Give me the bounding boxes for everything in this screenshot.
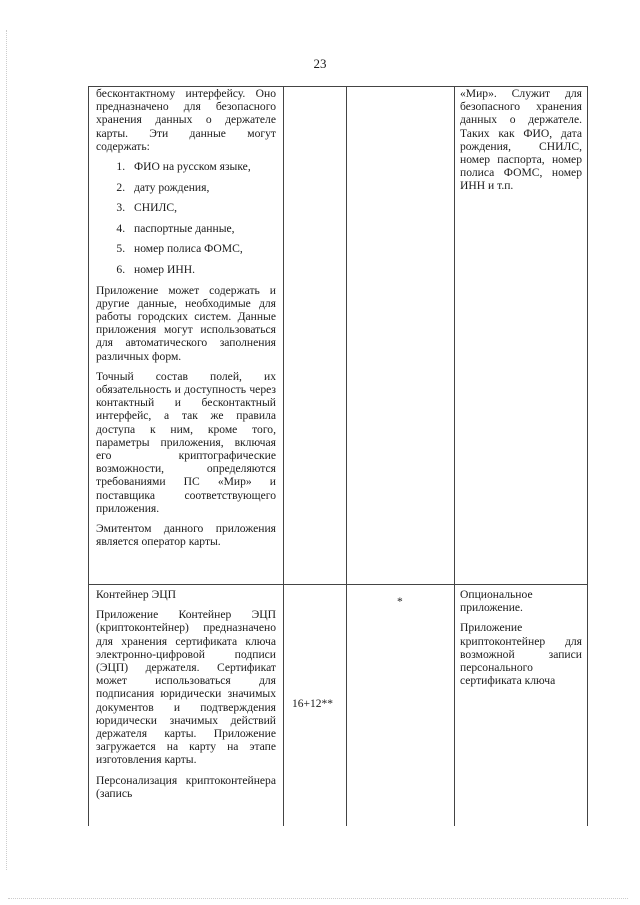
list-item: 2. дату рождения, — [128, 181, 276, 194]
table-divider-1 — [283, 86, 284, 826]
requirements-table — [88, 86, 588, 826]
list-item: 1. ФИО на русском языке, — [128, 160, 276, 173]
list-item: 5. номер полиса ФОМС, — [128, 242, 276, 255]
row2-size-value: 16+12** — [292, 698, 333, 710]
list-item: 3. СНИЛС, — [128, 201, 276, 214]
row1-comment-cell — [460, 87, 582, 200]
table-divider-2 — [346, 86, 347, 826]
page-number: 23 — [313, 56, 327, 71]
row2-description-cell — [96, 588, 276, 807]
row2-comment-cell — [460, 588, 582, 694]
table-border-left — [88, 86, 89, 826]
row1-paragraph-1: бесконтактному интерфейсу. Оно предназначено для безопасного хранения данных о держателе карты. Эти данные могут содержать: — [96, 87, 276, 153]
row2-comment-1: Опциональное приложение. — [460, 588, 533, 615]
row2-asterisk: * — [397, 596, 403, 608]
row2-title: Контейнер ЭЦП — [96, 588, 177, 601]
row2-comment-2: Приложение криптоконтейнер для возможной записи персонального сертификата ключа — [460, 621, 582, 688]
list-item: 4. паспортные данные, — [128, 222, 276, 235]
row1-description-cell — [96, 87, 276, 555]
table-divider-3 — [454, 86, 455, 826]
row2-paragraph-1: Приложение Контейнер ЭЦП (криптоконтейнер) предназначено для хранения сертификата ключа электронно-цифровой подписи (ЭЦП) держателя. Сертификат может использоваться для подписания юридически значимых документов и подтверждения юридически значимых действий держателя карты. Приложение загружается на карту на этапе изготовления карты. — [96, 608, 276, 767]
row2-paragraph-2: Персонализация криптоконтейнера (запись — [96, 773, 276, 800]
stored-data-list — [96, 160, 276, 276]
scan-edge-bottom — [8, 898, 628, 900]
list-item: 6. номер ИНН. — [128, 263, 276, 276]
row1-paragraph-3: Точный состав полей, их обязательность и доступность через контактный и бесконтактный интерфейс, а так же правила доступа к ним, кроме того, параметры приложения, включая его криптографические возможности, определяются требованиями ПС «Мир» и поставщика соответствующего приложения. — [96, 369, 276, 515]
row1-paragraph-4: Эмитентом данного приложения является оператор карты. — [96, 522, 276, 549]
row1-comment-text: «Мир». Служит для безопасного хранения данных о держателе. Таких как ФИО, дата рождения, СНИЛС, номер паспорта, номер полиса ФОМС, номер ИНН и т.п. — [460, 87, 582, 193]
row-separator — [88, 584, 588, 585]
scan-edge-left — [6, 30, 8, 870]
table-border-right — [587, 86, 588, 826]
row1-paragraph-2: Приложение может содержать и другие данные, необходимые для работы городских систем. Данные приложения могут использоваться для автоматического заполнения различных форм. — [96, 283, 276, 363]
